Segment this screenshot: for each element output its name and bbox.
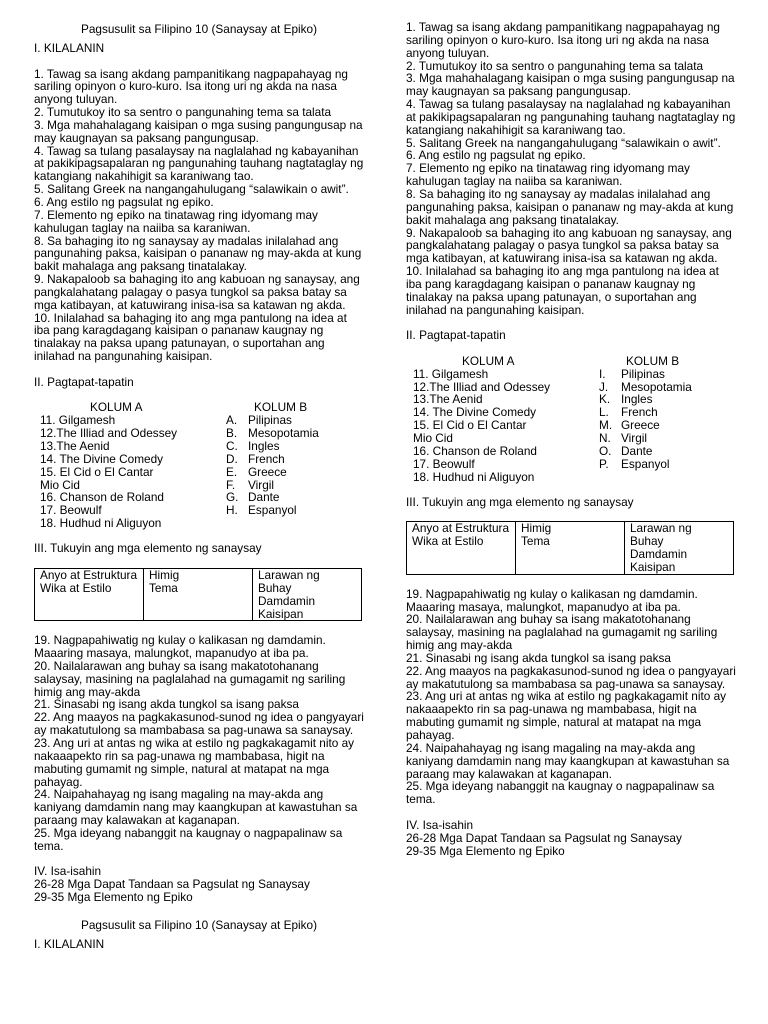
- list-item: 16. Chanson de Roland: [413, 443, 537, 458]
- question-item: 10. Inilalahad sa bahaging ito ang mga pantulong na idea at iba pang karagdagang kaisipan o pananaw kaugnay ng tinalakay na paksa upang patunayan, o suportahan ang inilahad na pangunahing kaisipan.: [34, 310, 347, 364]
- section2-heading: II. Pagtapat-tapatin: [34, 374, 134, 389]
- table-cell: Anyo at Estruktura Wika at Estilo: [35, 569, 144, 621]
- list-item: 16. Chanson de Roland: [40, 490, 164, 505]
- list-item: 29-35 Mga Elemento ng Epiko: [34, 890, 193, 905]
- table-cell: Himig Tema: [144, 569, 253, 621]
- list-item: I. Pilipinas: [599, 366, 665, 381]
- question-item: 19. Nagpapahiwatig ng kulay o kalikasan ng damdamin. Maaaring masaya, malungkot, mapanudyo at iba pa.: [406, 586, 698, 614]
- list-item: 15. El Cid o El Cantar: [413, 418, 527, 433]
- list-item: 11. Gilgamesh: [413, 366, 489, 381]
- list-item: B. Mesopotamia: [226, 426, 319, 441]
- section2-heading-right: II. Pagtapat-tapatin: [406, 328, 506, 343]
- matching-block: [34, 401, 364, 529]
- list-item: O. Dante: [599, 443, 653, 458]
- elements-table: [406, 521, 734, 574]
- kolum-b-header: KOLUM B: [626, 353, 680, 368]
- table-cell: Larawan ng Buhay Damdamin Kaisipan: [253, 569, 362, 621]
- question-item: 21. Sinasabi ng isang akda tungkol sa isang paksa: [34, 697, 299, 712]
- list-item: H. Espanyol: [226, 503, 297, 518]
- question-item: 4. Tawag sa tulang pasalaysay na naglalahad ng kabayanihan at pakikipagsapalaran ng pangunahing tauhang nagtataglay ng katangiang nakahihigit sa karaniwang tao.: [34, 143, 364, 184]
- list-item: 13.The Aenid: [413, 392, 483, 407]
- list-item: N. Virgil: [599, 431, 648, 445]
- question-item: 6. Ang estilo ng pagsulat ng epiko.: [406, 148, 586, 163]
- list-item: 18. Hudhud ni Aliguyon: [413, 469, 535, 484]
- question-item: 1. Tawag sa isang akdang pampanitikang nagpapahayag ng sariling opinyon o kuro-kuro. Isa itong uri ng akda na nasa anyong tuluyan.: [34, 66, 348, 107]
- section1-list: [34, 68, 364, 363]
- page-title: Pagsusulit sa Filipino 10 (Sanaysay at Epiko): [80, 22, 318, 36]
- section3-list-right: [406, 588, 736, 806]
- question-item: 20. Nailalarawan ang buhay sa isang makatotohanang salaysay, masining na paglalahad na gumagamit ng sariling himig ang may-akda: [406, 612, 718, 653]
- kolum-a-header: KOLUM A: [90, 400, 143, 415]
- list-item: A. Pilipinas: [226, 413, 292, 428]
- question-item: 25. Mga ideyang nabanggit na kaugnay o nagpapalinaw sa tema.: [406, 779, 715, 807]
- question-item: 9. Nakapaloob sa bahaging ito ang kabuoan ng sanaysay, ang pangkalahatang palagay o pasya tungkol sa paksa batay sa mga katibayan, at katuwirang inisa-isa sa katawan ng akda.: [406, 225, 732, 266]
- list-item: P. Espanyol: [599, 456, 670, 471]
- list-item: K. Ingles: [599, 392, 653, 407]
- kolum-b-list: [226, 414, 366, 517]
- list-item: 17. Beowulf: [40, 503, 102, 518]
- list-item: 29-35 Mga Elemento ng Epiko: [406, 843, 565, 858]
- question-item: 8. Sa bahaging ito ng sanaysay ay madalas inilalahad ang pangunahing paksa, kaisipan o pananaw ng may-akda at kung bakit mahalaga ang paksang tinatalakay.: [406, 186, 734, 227]
- kolum-b-header: KOLUM B: [254, 400, 308, 415]
- list-item: C. Ingles: [226, 439, 280, 453]
- question-item: 10. Inilalahad sa bahaging ito ang mga pantulong na idea at iba pang karagdagang kaisipan o pananaw kaugnay ng tinalakay na paksa upang patunayan, o suportahan ang inilahad na pangunahing kaisipan.: [406, 264, 719, 317]
- question-item: 19. Nagpapahiwatig ng kulay o kalikasan ng damdamin. Maaaring masaya, malungkot, mapanudyo at iba pa.: [34, 633, 326, 661]
- list-item: G. Dante: [226, 490, 280, 505]
- list-item: 26-28 Mga Dapat Tandaan sa Pagsulat ng Sanaysay: [406, 830, 682, 845]
- elements-table: [34, 568, 362, 621]
- list-item: 13.The Aenid: [40, 439, 110, 453]
- question-item: 8. Sa bahaging ito ng sanaysay ay madalas inilalahad ang pangunahing paksa, kaisipan o pananaw ng may-akda at kung bakit mahalaga ang paksang tinatalakay.: [34, 233, 362, 274]
- list-item: 17. Beowulf: [413, 456, 475, 471]
- list-item: 14. The Divine Comedy: [413, 405, 537, 420]
- question-item: 7. Elemento ng epiko na tinatawag ring idyomang may kahulugan taglay na naiiba sa karaniwan.: [34, 207, 318, 235]
- matching-block-right: [406, 355, 736, 483]
- kolum-b-list: [599, 368, 739, 471]
- question-item: 4. Tawag sa tulang pasalaysay na naglalahad ng kabayanihan at pakikipagsapalaran ng pangunahing tauhang nagtataglay ng katangiang nakahihigit sa karaniwang tao.: [406, 97, 736, 137]
- question-item: 9. Nakapaloob sa bahaging ito ang kabuoan ng sanaysay, ang pangkalahatang palagay o pasya tungkol sa paksa batay sa mga katibayan, at katuwirang inisa-isa sa katawan ng akda.: [34, 272, 360, 312]
- section3-heading: III. Tukuyin ang mga elemento ng sanaysay: [34, 541, 262, 556]
- section1-list-right: [406, 21, 736, 316]
- question-item: 3. Mga mahahalagang kaisipan o mga susing pangungusap na may kaugnayan sa paksang pangungusap.: [34, 117, 363, 145]
- list-item: 18. Hudhud ni Aliguyon: [40, 516, 162, 531]
- question-item: 3. Mga mahahalagang kaisipan o mga susing pangungusap na may kaugnayan sa paksang pangungusap.: [406, 71, 735, 99]
- section1-heading: I. KILALANIN: [34, 40, 105, 55]
- section4-heading-right: IV. Isa-isahin: [406, 817, 474, 832]
- question-item: 21. Sinasabi ng isang akda tungkol sa isang paksa: [406, 650, 671, 665]
- question-item: 5. Salitang Greek na nangangahulugang “salawikain o awit”.: [34, 182, 349, 197]
- kolum-a-list: [40, 414, 220, 530]
- footer-heading: I. KILALANIN: [34, 936, 105, 951]
- list-item: 26-28 Mga Dapat Tandaan sa Pagsulat ng Sanaysay: [34, 877, 310, 892]
- list-item: 12.The Illiad and Odessey: [40, 426, 178, 441]
- list-item: 15. El Cid o El Cantar: [40, 464, 154, 479]
- question-item: 24. Naipahahayag ng isang magaling na may-akda ang kaniyang damdamin nang may kaangkupan at kawastuhan sa paraang may kalawakan at kaganapan.: [406, 740, 730, 781]
- question-item: 22. Ang maayos na pagkakasunod-sunod ng idea o pangyayari ay makatutulong sa mambabasa sa pag-unawa sa sanaysay.: [406, 663, 736, 691]
- table-row: [407, 522, 734, 574]
- table-row: [35, 569, 362, 621]
- list-item: J. Mesopotamia: [599, 379, 692, 394]
- list-item: E. Greece: [226, 464, 287, 479]
- footer-title: Pagsusulit sa Filipino 10 (Sanaysay at Epiko): [80, 917, 318, 932]
- question-item: 25. Mga ideyang nabanggit na kaugnay o nagpapalinaw sa tema.: [34, 825, 343, 853]
- question-item: 23. Ang uri at antas ng wika at estilo ng pagkakagamit nito ay nakaaapekto rin sa pag-unawa ng mambabasa, higit na mabuting gumamit ng simple, natural at matapat na mga pahayag.: [406, 689, 727, 742]
- list-item: Mio Cid: [40, 477, 80, 492]
- section4-heading: IV. Isa-isahin: [34, 864, 102, 879]
- kolum-a-header: KOLUM A: [462, 353, 515, 368]
- question-item: 7. Elemento ng epiko na tinatawag ring idyomang may kahulugan taglay na naiiba sa karaniwan.: [406, 161, 690, 189]
- question-item: 1. Tawag sa isang akdang pampanitikang nagpapahayag ng sariling opinyon o kuro-kuro. Isa itong uri ng akda na nasa anyong tuluyan.: [406, 20, 720, 60]
- list-item: L. French: [599, 405, 658, 420]
- table-cell: Anyo at Estruktura Wika at Estilo: [407, 522, 516, 574]
- left-column: [34, 21, 364, 950]
- list-item: 12.The Illiad and Odessey: [413, 379, 551, 394]
- question-item: 6. Ang estilo ng pagsulat ng epiko.: [34, 194, 214, 209]
- table-cell: Larawan ng Buhay Damdamin Kaisipan: [625, 522, 734, 574]
- list-item: F. Virgil: [226, 477, 275, 492]
- list-item: M. Greece: [599, 418, 660, 433]
- section3-list: [34, 634, 364, 852]
- right-column: [406, 21, 736, 857]
- question-item: 5. Salitang Greek na nangangahulugang “salawikain o awit”.: [406, 135, 721, 150]
- question-item: 24. Naipahahayag ng isang magaling na may-akda ang kaniyang damdamin nang may kaangkupan at kawastuhan sa paraang may kalawakan at kaganapan.: [34, 787, 358, 828]
- list-item: 11. Gilgamesh: [40, 413, 116, 428]
- table-cell: Himig Tema: [516, 522, 625, 574]
- question-item: 23. Ang uri at antas ng wika at estilo ng pagkakagamit nito ay nakaaapekto rin sa pag-unawa ng mambabasa, higit na mabuting gumamit ng simple, natural at matapat na mga pahayag.: [34, 735, 355, 789]
- question-item: 22. Ang maayos na pagkakasunod-sunod ng idea o pangyayari ay makatutulong sa mambabasa sa pag-unawa sa sanaysay.: [34, 710, 364, 738]
- question-item: 2. Tumutukoy ito sa sentro o pangunahing tema sa talata: [34, 105, 332, 120]
- section3-heading-right: III. Tukuyin ang mga elemento ng sanaysay: [406, 494, 634, 509]
- list-item: 14. The Divine Comedy: [40, 451, 164, 466]
- question-item: 20. Nailalarawan ang buhay sa isang makatotohanang salaysay, masining na paglalahad na gumagamit ng sariling himig ang may-akda: [34, 658, 346, 699]
- list-item: Mio Cid: [413, 431, 453, 445]
- kolum-a-list: [413, 368, 593, 484]
- list-item: D. French: [226, 451, 285, 466]
- question-item: 2. Tumutukoy ito sa sentro o pangunahing tema sa talata: [406, 58, 704, 73]
